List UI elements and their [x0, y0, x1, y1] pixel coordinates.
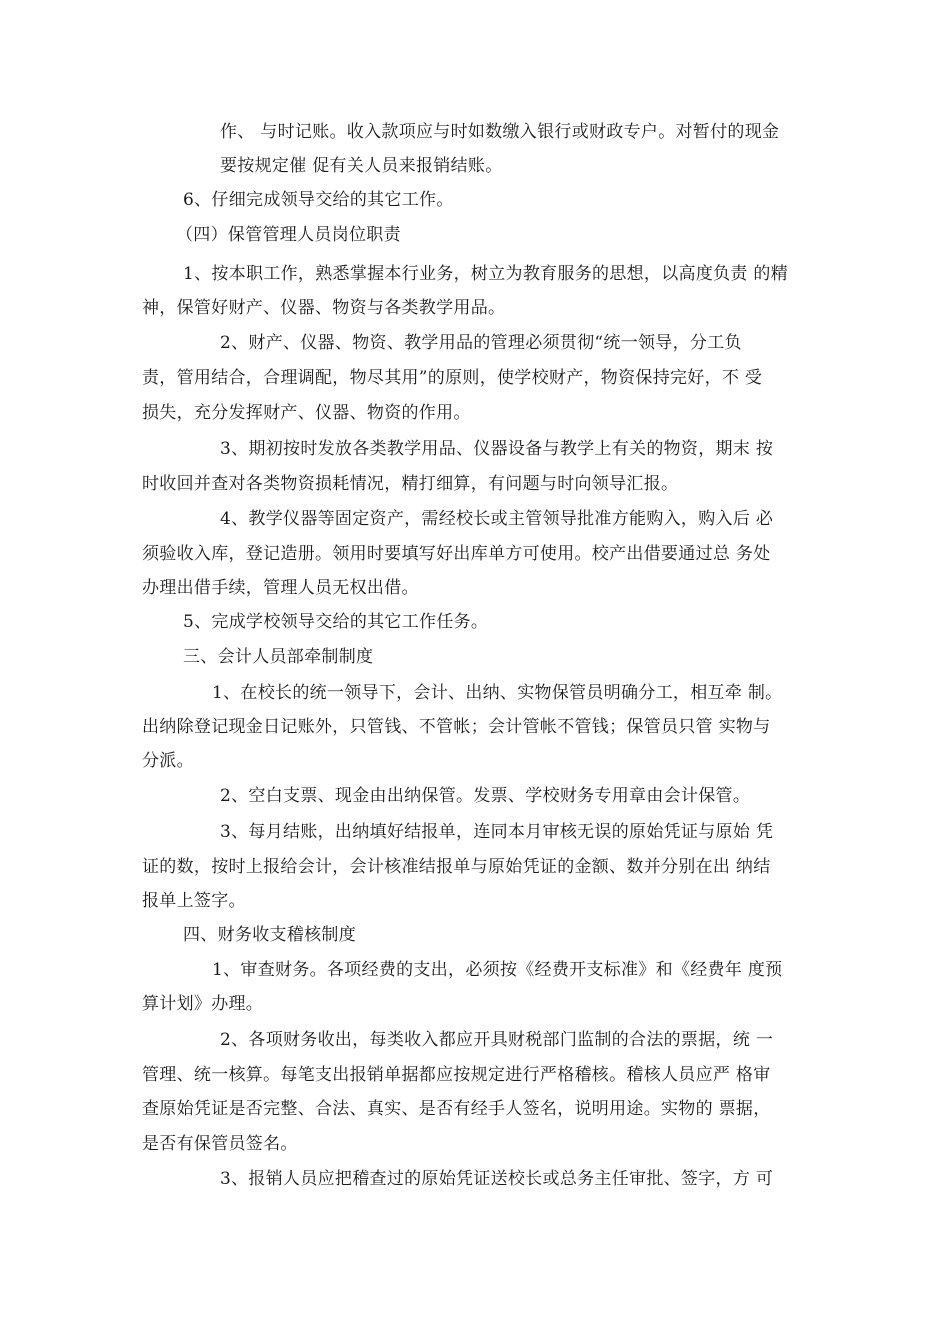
text-line: 算计划》办理。	[142, 994, 264, 1014]
list-item: 5、完成学校领导交给的其它工作任务。	[183, 612, 489, 632]
text-line: 报单上签字。	[142, 891, 246, 911]
list-item: 4、教学仪器等固定资产，需经校长或主管领导批准方能购入，购入后 必	[220, 509, 774, 529]
text-line: 证的数，按时上报给会计，会计核准结报单与原始凭证的金额、数并分别在出 纳结	[142, 857, 771, 877]
list-item: 6、仔细完成领导交给的其它工作。	[183, 190, 454, 210]
text-line: 损失，充分发挥财产、仪器、物资的作用。	[142, 403, 471, 423]
text-line: 是否有保管员签名。	[142, 1134, 298, 1154]
text-line: 分派。	[142, 751, 194, 771]
section-heading: 四、财务收支稽核制度	[183, 925, 356, 945]
text-line: 办理出借手续，管理人员无权出借。	[142, 578, 419, 598]
list-item: 3、每月结账，出纳填好结报单，连同本月审核无误的原始凭证与原始 凭	[220, 822, 774, 842]
list-item: 3、报销人员应把稽查过的原始凭证送校长或总务主任审批、签字，方 可	[220, 1169, 774, 1189]
text-line: 要按规定催 促有关人员来报销结账。	[220, 156, 503, 176]
text-line: 责，管用结合，合理调配，物尽其用”的原则，使学校财产，物资保持完好，不 受	[142, 368, 763, 388]
list-item: 2、空白支票、现金由出纳保管。发票、学校财务专用章由会计保管。	[220, 786, 751, 806]
list-item: 3、期初按时发放各类教学用品、仪器设备与教学上有关的物资，期末 按	[220, 439, 774, 459]
section-heading: （四）保管管理人员岗位职责	[176, 225, 401, 245]
list-item: 1、审查财务。各项经费的支出，必须按《经费开支标准》和《经费年 度预	[212, 960, 783, 980]
text-line: 查原始凭证是否完整、合法、真实、是否有经手人签名，说明用途。实物的 票据，	[142, 1099, 771, 1119]
text-line: 管理、统一核算。每笔支出报销单据都应按规定进行严格稽核。稽核人员应严 格审	[142, 1065, 771, 1085]
text-line: 神，保管好财产、仪器、物资与各类教学用品。	[142, 298, 506, 318]
list-item: 1、在校长的统一领导下，会计、出纳、实物保管员明确分工，相互牵 制。	[212, 683, 783, 703]
text-line: 出纳除登记现金日记账外，只管钱、不管帐；会计管帐不管钱；保管员只管 实物与	[142, 717, 771, 737]
list-item: 2、财产、仪器、物资、教学用品的管理必须贯彻“统一领导，分工负	[220, 333, 742, 353]
list-item: 2、各项财务收出，每类收入都应开具财税部门监制的合法的票据，统 一	[220, 1030, 774, 1050]
section-heading: 三、会计人员部牵制制度	[183, 647, 374, 667]
text-line: 作、 与时记账。收入款项应与时如数缴入银行或财政专户。对暂付的现金	[220, 122, 780, 142]
text-line: 须验收入库，登记造册。领用时要填写好出库单方可使用。校产出借要通过总 务处	[142, 544, 771, 564]
list-item: 1、按本职工作，熟悉掌握本行业务，树立为教育服务的思想，以高度负责 的精	[183, 264, 789, 284]
text-line: 时收回并查对各类物资损耗情况，精打细算，有问题与时向领导汇报。	[142, 474, 679, 494]
